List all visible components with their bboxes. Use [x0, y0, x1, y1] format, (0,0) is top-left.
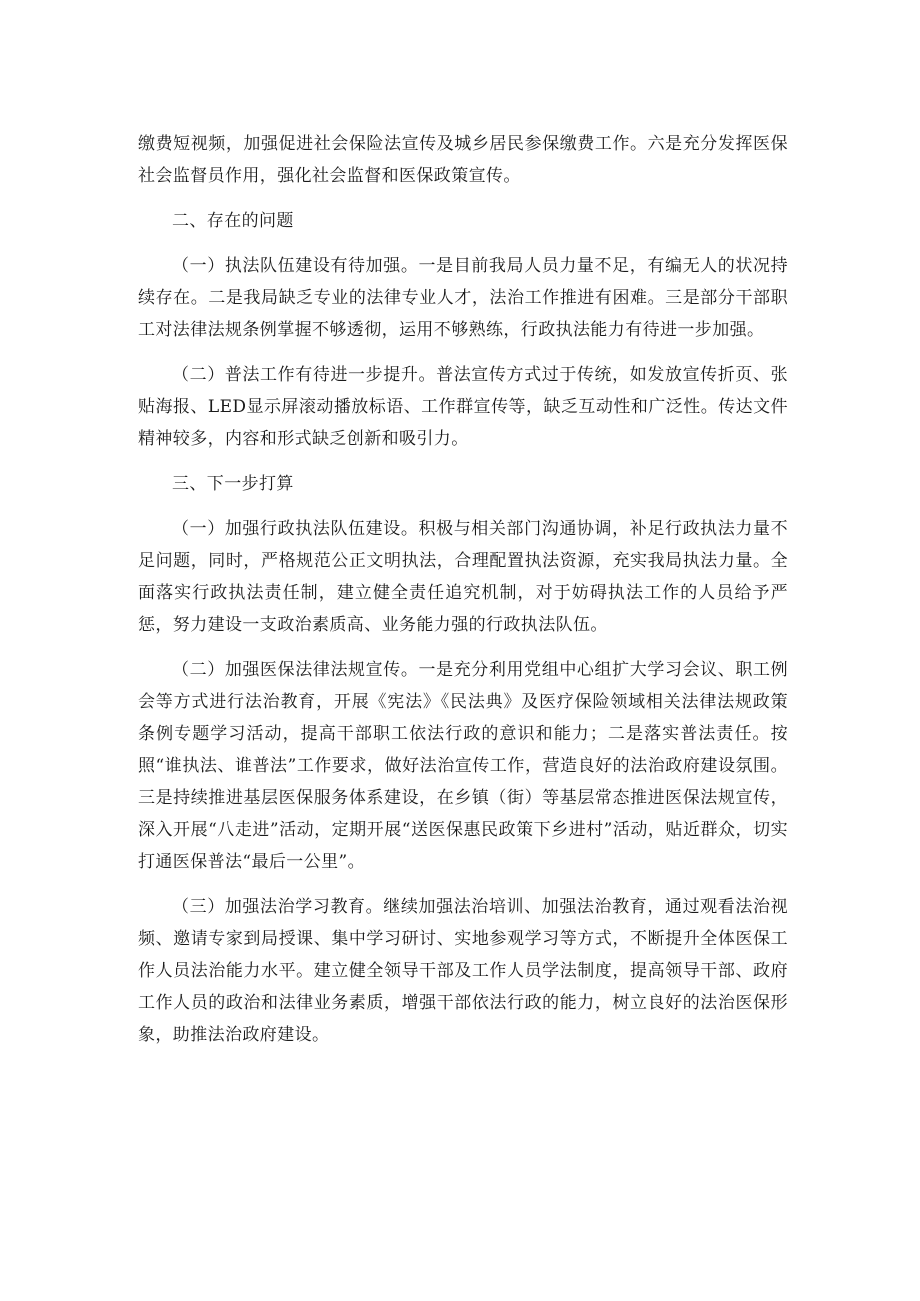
paragraph-problem-2: （二）普法工作有待进一步提升。普法宣传方式过于传统，如发放宣传折页、张贴海报、LED显示屏滚动播放标语、工作群宣传等，缺乏互动性和广泛性。传达文件精神较多，内容和形式缺乏创新和吸引力。 [138, 365, 788, 449]
paragraph-plan-2: （二）加强医保法律法规宣传。一是充分利用党组中心组扩大学习会议、职工例会等方式进行法治教育，开展《宪法》《民法典》及医疗保险领域相关法律法规政策条例专题学习活动，提高干部职工依法行政的意识和能力；二是落实普法责任。按照“谁执法、谁普法”工作要求，做好法治宣传工作，营造良好的法治政府建设氛围。三是持续推进基层医保服务体系建设，在乡镇（街）等基层常态推进医保法规宣传，深入开展“八走进”活动，定期开展“送医保惠民政策下乡进村”活动，贴近群众，切实打通医保普法“最后一公里”。 [138, 660, 788, 872]
section-heading-problems: 二、存在的问题 [172, 211, 294, 231]
paragraph-plan-1: （一）加强行政执法队伍建设。积极与相关部门沟通协调，补足行政执法力量不足问题，同时，严格规范公正文明执法，合理配置执法资源，充实我局执法力量。全面落实行政执法责任制，建立健全责任追究机制，对于妨碍执法工作的人员给予严惩，努力建设一支政治素质高、业务能力强的行政执法队伍。 [138, 519, 788, 635]
paragraph-problem-1: （一）执法队伍建设有待加强。一是目前我局人员力量不足，有编无人的状况持续存在。二是我局缺乏专业的法律专业人才，法治工作推进有困难。三是部分干部职工对法律法规条例掌握不够透彻，运用不够熟练，行政执法能力有待进一步加强。 [138, 256, 788, 340]
document-page [138, 128, 788, 1064]
section-heading-next-steps: 三、下一步打算 [172, 474, 294, 494]
paragraph-plan-3: （三）加强法治学习教育。继续加强法治培训、加强法治教育，通过观看法治视频、邀请专家到局授课、集中学习研讨、实地参观学习等方式，不断提升全体医保工作人员法治能力水平。建立健全领导干部及工作人员学法制度，提高领导干部、政府工作人员的政治和法律业务素质，增强干部依法行政的能力，树立良好的法治医保形象，助推法治政府建设。 [138, 897, 788, 1045]
paragraph-continuation: 缴费短视频，加强促进社会保险法宣传及城乡居民参保缴费工作。六是充分发挥医保社会监督员作用，强化社会监督和医保政策宣传。 [138, 134, 788, 186]
